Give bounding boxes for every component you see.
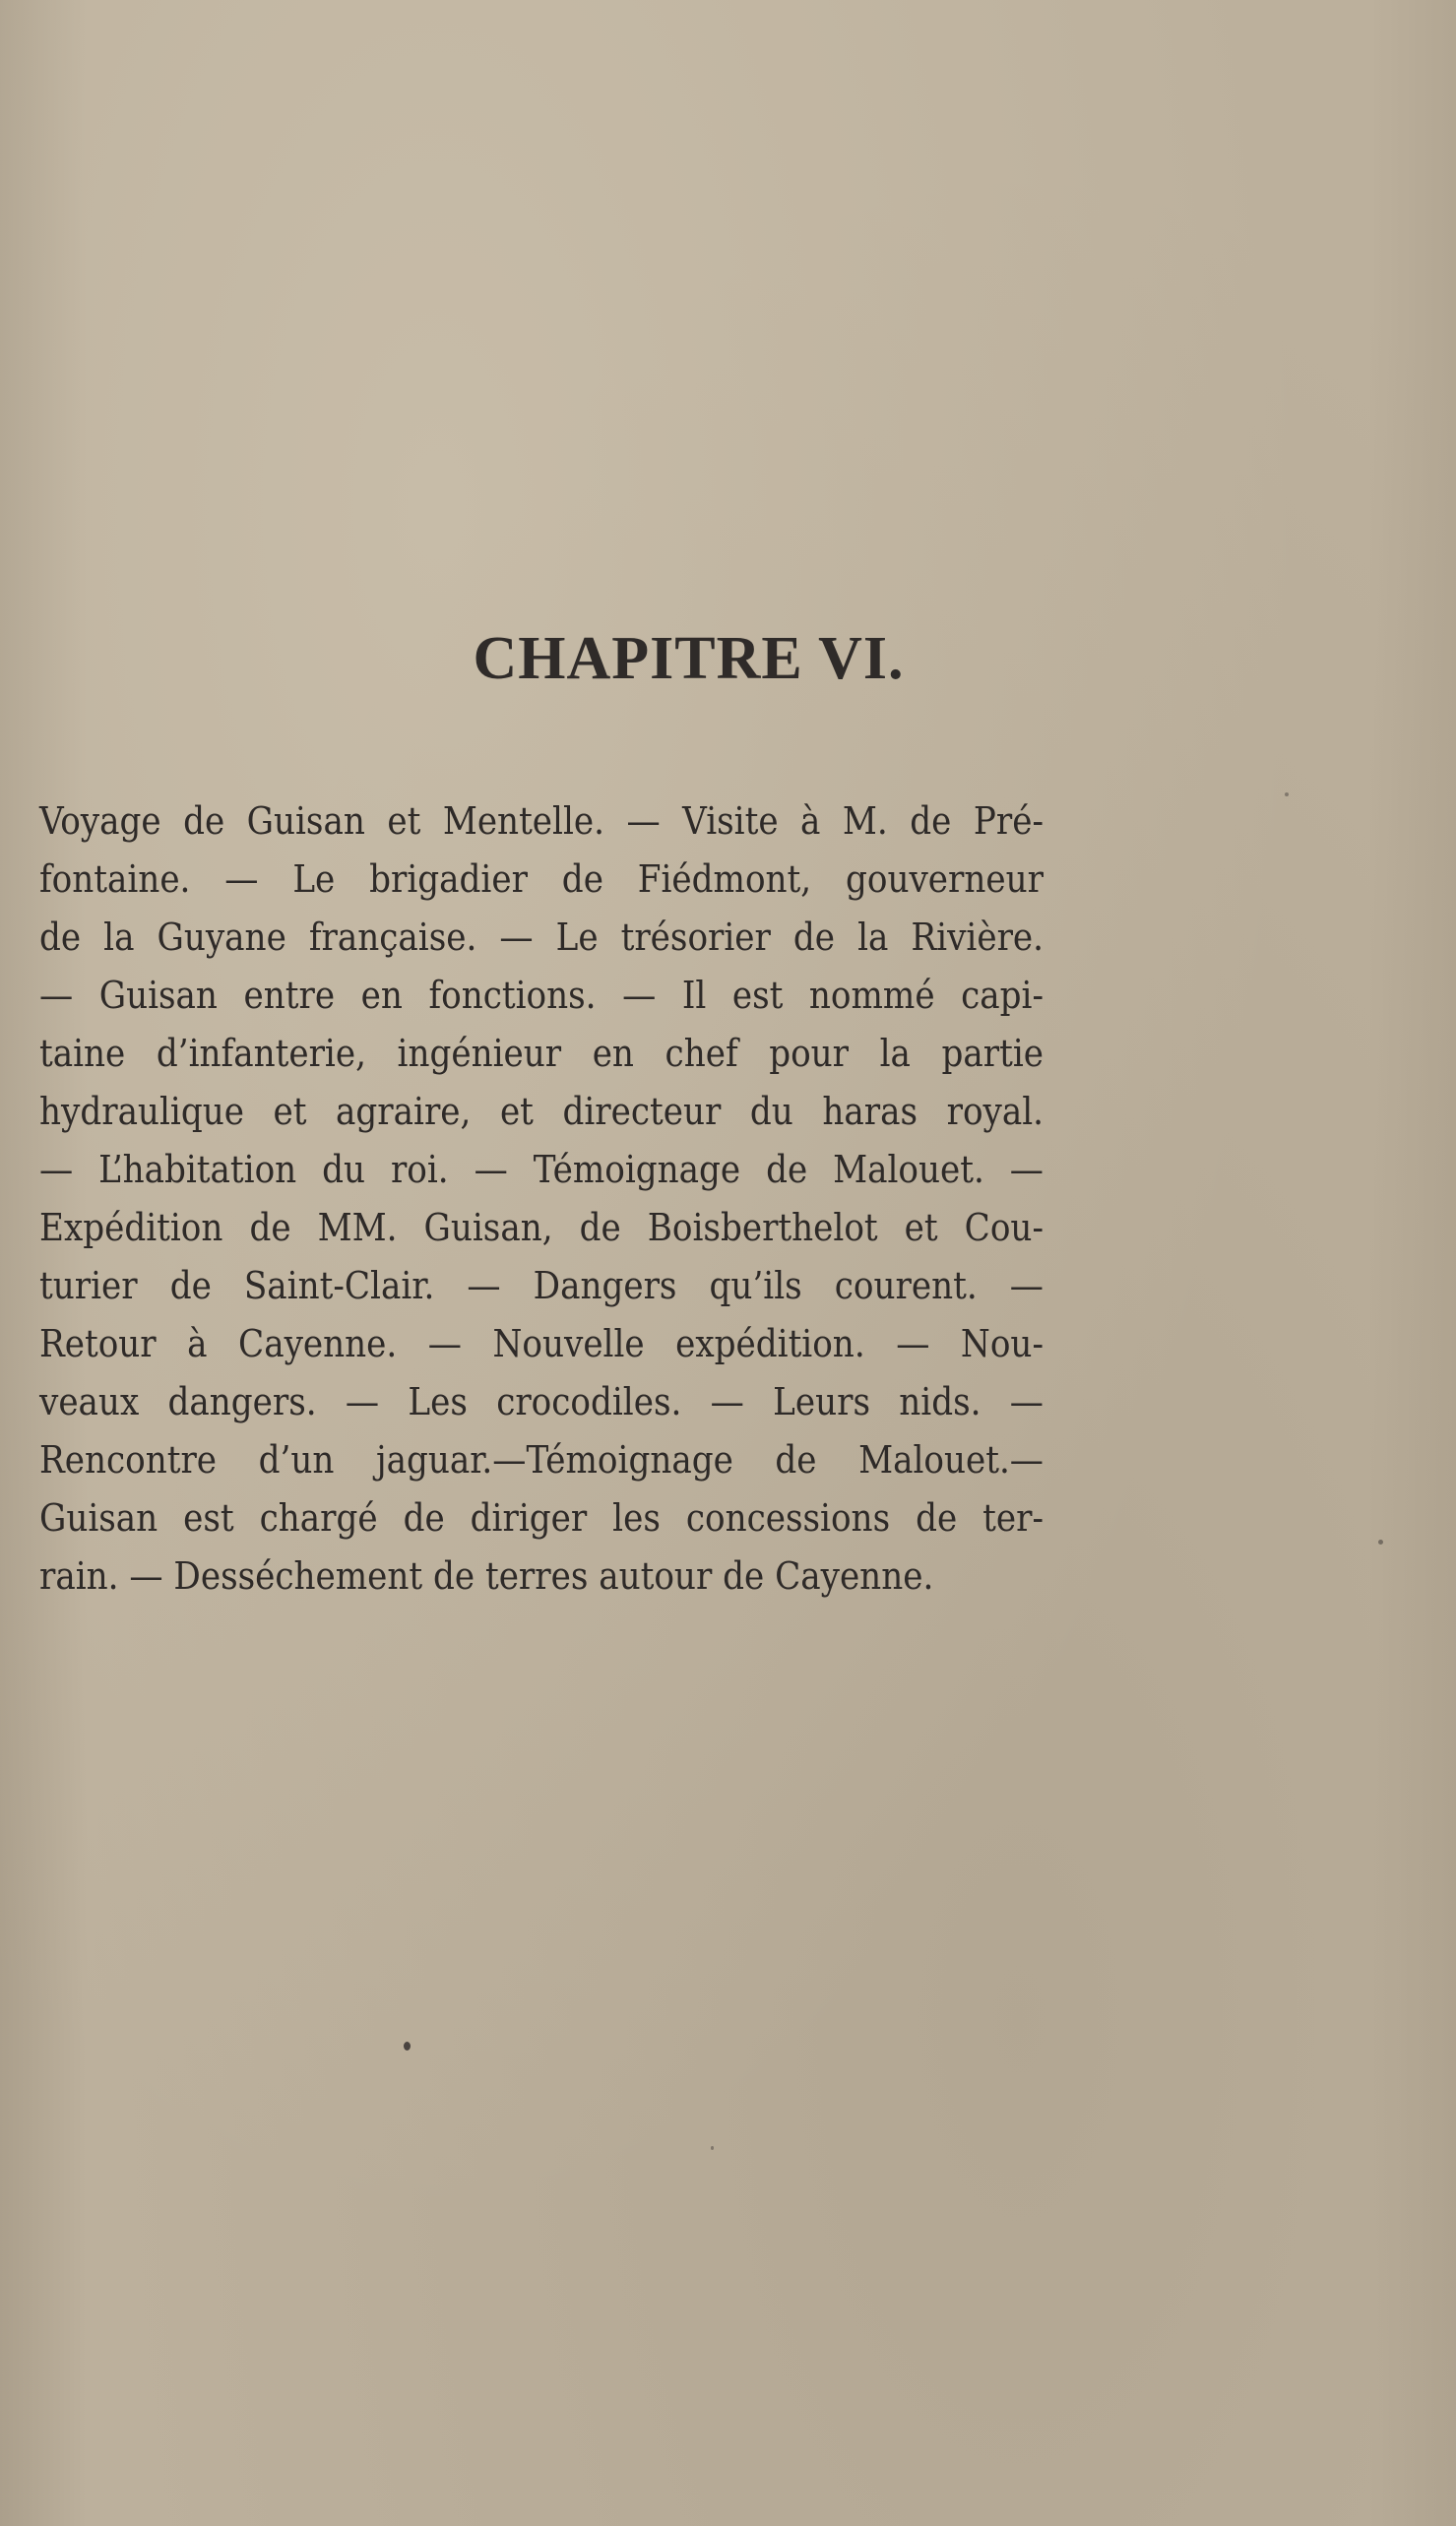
paper-speck	[404, 2042, 411, 2051]
chapter-summary	[39, 792, 1044, 1606]
summary-line: hydraulique et agraire, et directeur du haras royal.	[39, 1090, 1044, 1133]
summary-line: — Guisan entre en fonctions. — Il est nommé capi-	[39, 974, 1044, 1017]
summary-line: Voyage de Guisan et Mentelle. — Visite à M. de Pré-	[39, 799, 1044, 843]
summary-line: de la Guyane française. — Le trésorier de la Rivière.	[39, 916, 1044, 959]
chapter-title: CHAPITRE VI.	[473, 624, 905, 692]
summary-line: taine d’infanterie, ingénieur en chef pour la partie	[39, 1032, 1044, 1075]
paper-speck	[711, 2146, 714, 2150]
summary-line: Retour à Cayenne. — Nouvelle expédition. — Nou-	[39, 1322, 1044, 1365]
summary-line: veaux dangers. — Les crocodiles. — Leurs nids. —	[39, 1380, 1044, 1423]
paper-speck	[1378, 1540, 1383, 1545]
summary-line: — L’habitation du roi. — Témoignage de Malouet. —	[39, 1148, 1044, 1191]
summary-line: fontaine. — Le brigadier de Fiédmont, gouverneur	[39, 857, 1044, 901]
summary-line: turier de Saint-Clair. — Dangers qu’ils courent. —	[39, 1264, 1044, 1307]
summary-line: rain. — Desséchement de terres autour de Cayenne.	[39, 1554, 934, 1598]
summary-line: Guisan est chargé de diriger les concessions de ter-	[39, 1496, 1044, 1540]
summary-line: Rencontre d’un jaguar.—Témoignage de Malouet.—	[39, 1438, 1044, 1482]
paper-speck	[1285, 792, 1289, 796]
summary-line: Expédition de MM. Guisan, de Boisberthelot et Cou-	[39, 1206, 1044, 1249]
